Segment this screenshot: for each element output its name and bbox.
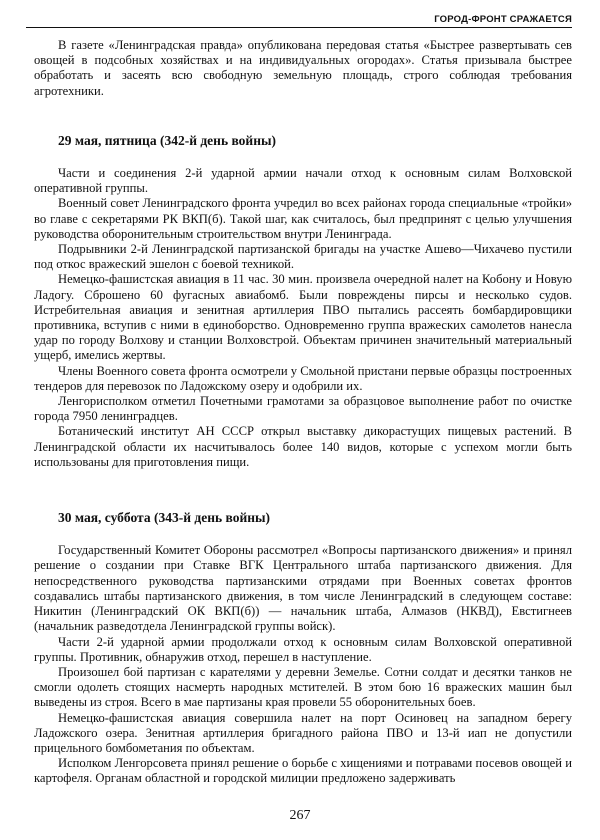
section-heading: 29 мая, пятница (342-й день войны) xyxy=(58,132,277,148)
paragraph: Ботанический институт АН СССР открыл выставку дикорастущих пищевых растений. В Ленинградской области их насчитывалось более 140 видов, которые с успехом могли быть использованы для приготовления пищи. xyxy=(34,424,572,469)
paragraph: Произошел бой партизан с карателями у деревни Земелье. Сотни солдат и десятки танков не смогли одолеть стоящих насмерть народных мстителей. В этом бою 16 вражеских машин был выведены из строя. Всего в мае партизаны края провели 55 оборонительных боев. xyxy=(34,664,572,710)
paragraph: Части 2-й ударной армии продолжали отход к основным силам Волховской оперативной группы. Противник, обнаружив отход, перешел в наступление. xyxy=(34,634,572,664)
paragraph: Части и соединения 2-й ударной армии начали отход к основным силам Волховской оперативной группы. xyxy=(34,166,572,196)
paragraph: Немецко-фашистская авиация в 11 час. 30 мин. произвела очередной налет на Кобону и Новую Ладогу. Сброшено 60 фугасных авиабомб. Были повреждены пирсы и несколько судов. Истребительная авиация и зенитная артиллерия ПВО пытались рассеять бомбардировщики противника, вступив с ними в единоборство. Одновременно группа вражеских самолетов нанесла удар по городу Волхову и станции Волховстрой. Объектам причинен значительный материальный ущерб, имелись жертвы. xyxy=(34,272,572,363)
running-header: ГОРОД-ФРОНТ СРАЖАЕТСЯ xyxy=(26,14,572,28)
paragraph: Ленгорисполком отметил Почетными грамотами за образцовое выполнение работ по очистке города 7950 ленинградцев. xyxy=(34,394,572,424)
paragraph: Члены Военного совета фронта осмотрели у Смольной пристани первые образцы построенных тендеров для перевозок по Ладожскому озеру и одобрили их. xyxy=(34,363,572,393)
paragraph: Исполком Ленгорсовета принял решение о борьбе с хищениями и потравами посевов овощей и картофеля. Органам областной и городской милиции предложено задерживать xyxy=(34,756,572,786)
intro-paragraph: В газете «Ленинградская правда» опубликована передовая статья «Быстрее развертывать сев овощей в подсобных хозяйствах и на индивидуальных огородах». Статья призывала быстрее обработать и засеять всю свободную земельную площадь, строго соблюдая требования агротехники. xyxy=(34,38,572,98)
page-number: 267 xyxy=(289,808,311,823)
page-body xyxy=(34,38,572,787)
paragraph: Немецко-фашистская авиация совершила налет на порт Осиновец на западном берегу Ладожского озера. Зенитная артиллерия бригадного района ПВО и 13-й иап не допустили прицельного бомбометания по объектам. xyxy=(34,710,572,755)
paragraph: Подрывники 2-й Ленинградской партизанской бригады на участке Ашево—Чихачево пустили под откос вражеский эшелон с боевой техникой. xyxy=(34,242,572,272)
paragraph: Государственный Комитет Обороны рассмотрел «Вопросы партизанского движения» и принял решение о создании при Ставке ВГК Центрального штаба партизанского движения. Для непосредственного руководства партизанскими отрядами при Военных советах фронтов создавались штабы партизанского движения, в том числе Ленинградский в следующем составе: Никитин (Ленинградский ОК ВКП(б)) — начальник штаба, Алмазов (НКВД), Евстигнеев (начальник разведотдела Ленинградской группы войск). xyxy=(34,543,572,634)
section-heading: 30 мая, суббота (343-й день войны) xyxy=(58,510,271,526)
paragraph: Военный совет Ленинградского фронта учредил во всех районах города специальные «тройки» во главе с секретарями РК ВКП(б). Такой шаг, как считалось, был предпринят с целью улучшения руководства оборонительным строительством внутри Ленинграда. xyxy=(34,196,572,241)
